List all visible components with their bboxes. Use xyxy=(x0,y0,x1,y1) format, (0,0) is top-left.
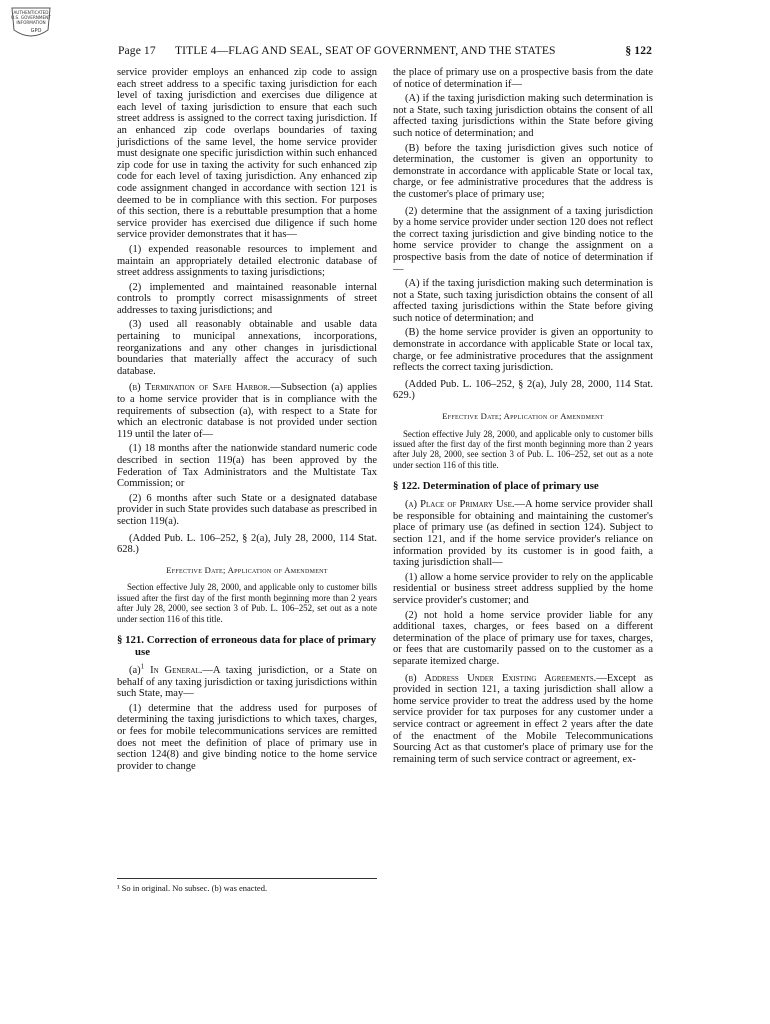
source-credit: (Added Pub. L. 106–252, § 2(a), July 28, 2000, 114 Stat. 629.) xyxy=(393,378,653,402)
subsection-text: —Except as provided in section 121, a taxing jurisdiction shall allow a home service provider to treat the address used by the home service provider for tax purposes for any customer under a service contract or agreement in effect 2 years after the date of the enactment of the Mobile Telecommunications Sourcing Act as that customer's place of primary use for the remaining term of such service contract or agreement, ex- xyxy=(393,672,653,765)
subsection-label: (a) xyxy=(129,664,141,676)
paragraph: (1) expended reasonable resources to implement and maintain an appropriately detailed electronic database of street address assignments to taxing jurisdictions; xyxy=(117,243,377,279)
footnote xyxy=(117,878,377,893)
paragraph: (2) not hold a home service provider liable for any additional taxes, charges, or fees based on a different determination of the place of primary use for taxes, charges, or fees that are customarily passed on to the customer as a separate itemized charge. xyxy=(393,609,653,667)
page-header xyxy=(118,44,654,62)
page-number: Page 17 xyxy=(118,44,156,57)
subsection-heading: (a) Place of Primary Use. xyxy=(405,499,515,511)
section-heading: § 122. Determination of place of primary use xyxy=(393,480,599,493)
subsection-b xyxy=(393,673,653,766)
note-heading: Effective Date; Application of Amendment xyxy=(166,564,328,575)
subsection-b xyxy=(117,382,377,440)
paragraph: (B) the home service provider is given an opportunity to demonstrate in accordance with applicable State or local tax, charge, or fee administrative procedures that the assignment reflects the correct taxing jurisdiction. xyxy=(393,327,653,374)
paragraph: service provider employs an enhanced zip code to assign each street address to a specific taxing jurisdiction for each level of taxing jurisdiction and exercises due diligence at each level of taxing jurisdiction to ensure that each such street address is assigned to the correct taxing jurisdiction. If an enhanced zip code overlaps boundaries of taxing jurisdictions of the same level, the home service provider must designate one specific jurisdiction within such enhanced zip code for use in taxing the activity for such enhanced zip code for each level of taxing jurisdiction. Any enhanced zip code assignment changed in accordance with section 121 is deemed to be in compliance with this section. For purposes of this section, there is a rebuttable presumption that a home service provider has exercised due diligence if such home service provider demonstrates that it has— xyxy=(117,67,377,241)
paragraph: (B) before the taxing jurisdiction gives such notice of determination, the customer is given an opportunity to demonstrate in accordance with applicable State or local tax, charge, or fee administrative procedures that the address is the customer's place of primary use; xyxy=(393,142,653,200)
subsection-a xyxy=(117,662,377,700)
paragraph: (A) if the taxing jurisdiction making such determination is not a State, such taxing jurisdiction obtains the consent of all affected taxing jurisdictions within the State before giving such notice of determination; and xyxy=(393,278,653,324)
paragraph: (2) 6 months after such State or a designated database provider in such State provides such database as prescribed in section 119(a). xyxy=(117,492,377,527)
subsection-text: —Subsection (a) applies to a home service provider that is in compliance with the requirements of subsection (a), with respect to a State for which an electronic database is not provided under section 119 until the later of— xyxy=(117,382,377,440)
paragraph: (A) if the taxing jurisdiction making such determination is not a State, such taxing jurisdiction obtains the consent of all affected taxing jurisdictions within the State before giving such notice of determination; and xyxy=(393,93,653,139)
paragraph: (1) 18 months after the nationwide standard numeric code described in section 119(a) has been approved by the Federation of Tax Administrators and the Multistate Tax Commission; or xyxy=(117,443,377,490)
seal-line-1: AUTHENTICATED xyxy=(13,10,49,15)
gpo-authentication-seal xyxy=(8,4,54,44)
left-column xyxy=(117,67,377,775)
source-credit: (Added Pub. L. 106–252, § 2(a), July 28, 2000, 114 Stat. 628.) xyxy=(117,532,377,556)
section-indicator: § 122 xyxy=(625,44,652,57)
footnote-text: ¹ So in original. No subsec. (b) was enacted. xyxy=(117,883,268,893)
paragraph: (1) determine that the address used for purposes of determining the taxing jurisdictions to which taxes, charges, or fees for mobile telecommunications services are remitted does not meet the definition of place of primary use in section 124(8) and give binding notice to the home service provider to change xyxy=(117,702,377,772)
paragraph: the place of primary use on a prospective basis from the date of notice of determination if— xyxy=(393,67,653,90)
seal-line-2: U.S. GOVERNMENT xyxy=(11,15,51,20)
subsection-a xyxy=(393,499,653,569)
note-text: Section effective July 28, 2000, and applicable only to customer bills issued after the first day of the first month beginning more than 2 years after July 28, 2000, see section 3 of Pub. L. 106–252, set out as a note under section 116 of this title. xyxy=(393,428,653,470)
seal-line-4: GPO xyxy=(30,28,42,34)
paragraph: (2) implemented and maintained reasonable internal controls to promptly correct misassignments of street addresses to taxing jurisdictions; and xyxy=(117,281,377,316)
subsection-heading: (b) Address Under Existing Agreements. xyxy=(405,672,597,684)
footnote-ref: 1 xyxy=(140,662,145,671)
paragraph: (2) determine that the assignment of a taxing jurisdiction by a home service provider under section 120 does not reflect the correct taxing jurisdiction and give binding notice to the home service provider to change the assignment on a prospective basis from the date of notice of determination if— xyxy=(393,205,653,275)
right-column xyxy=(393,67,653,768)
note-text: Section effective July 28, 2000, and applicable only to customer bills issued after the first day of the first month beginning more than 2 years after July 28, 2000, see section 3 of Pub. L. 106–252, set out as a note under section 116 of this title. xyxy=(117,582,377,624)
running-title: TITLE 4—FLAG AND SEAL, SEAT OF GOVERNMENT, AND THE STATES xyxy=(175,44,556,57)
subsection-text: —A taxing jurisdiction, or a State on behalf of any taxing jurisdiction or taxing jurisdictions within such State, may— xyxy=(117,664,377,700)
subsection-text: —A home service provider shall be responsible for obtaining and maintaining the customer's place of primary use (as defined in section 124). Subject to section 121, and if the home service provider's reliance on information provided by its customer is in good faith, a taxing jurisdiction shall— xyxy=(393,499,654,569)
section-heading: § 121. Correction of erroneous data for place of primary use xyxy=(117,633,377,658)
seal-line-3: INFORMATION xyxy=(16,20,46,25)
note-heading: Effective Date; Application of Amendment xyxy=(442,411,604,422)
paragraph: (3) used all reasonably obtainable and usable data pertaining to municipal annexations, incorporations, reorganizations and any other changes in jurisdictional boundaries that materially affect the accuracy of such database. xyxy=(117,319,377,377)
subsection-heading: In General. xyxy=(144,664,203,676)
paragraph: (1) allow a home service provider to rely on the applicable residential or business street address supplied by the home service provider's customer; and xyxy=(393,571,653,606)
subsection-heading: (b) Termination of Safe Harbor. xyxy=(129,382,271,394)
